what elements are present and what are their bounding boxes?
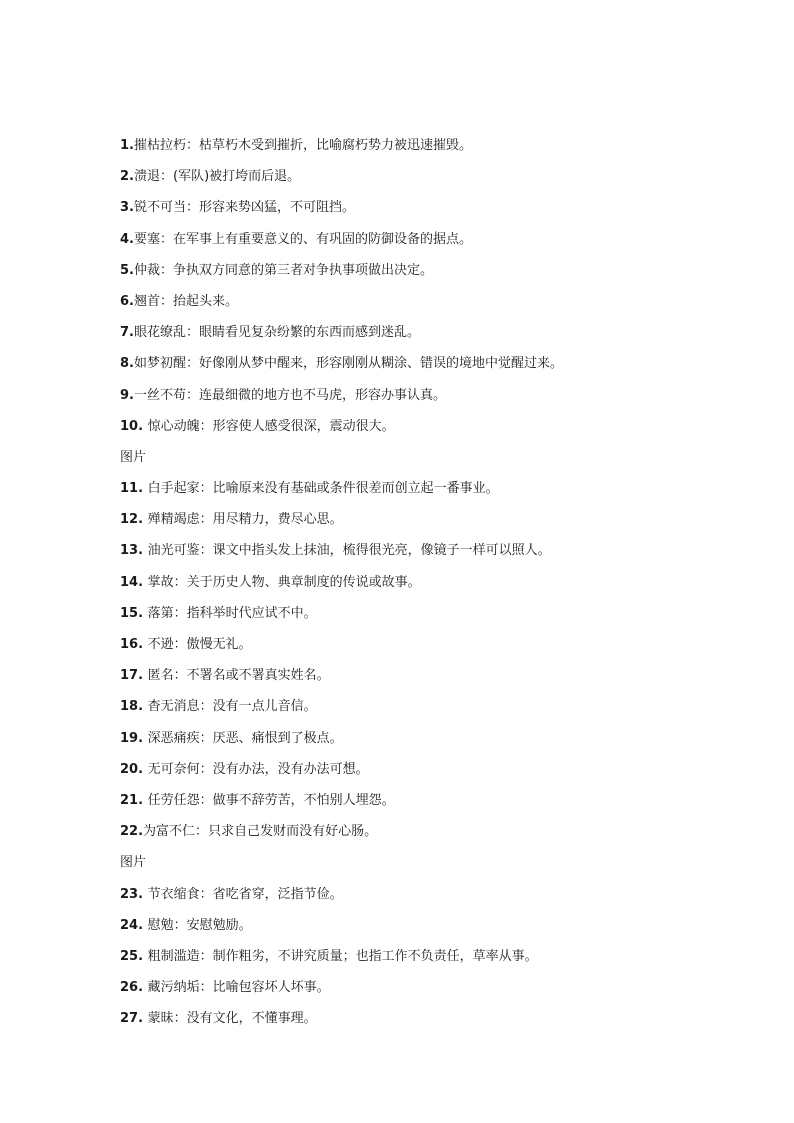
entry-term: 掌故 bbox=[147, 574, 174, 590]
entry-definition: 争执双方同意的第三者对争执事项做出决定。 bbox=[173, 262, 434, 278]
entry-term: 一丝不苟 bbox=[133, 387, 186, 403]
entry-term: 节衣缩食 bbox=[147, 886, 200, 902]
vocabulary-entry bbox=[120, 598, 734, 629]
entry-separator: ： bbox=[186, 387, 200, 403]
vocabulary-entry bbox=[120, 535, 734, 566]
entry-number: 8. bbox=[120, 356, 134, 372]
entry-term: 粗制滥造 bbox=[147, 948, 200, 964]
entry-separator: ： bbox=[186, 138, 200, 153]
vocabulary-entry bbox=[120, 816, 734, 847]
entry-separator: ： bbox=[199, 948, 213, 964]
entry-separator: ： bbox=[186, 356, 200, 372]
entry-number: 3. bbox=[120, 200, 134, 216]
entry-separator: ： bbox=[199, 699, 213, 715]
entry-term: 蒙昧 bbox=[147, 1011, 174, 1027]
entry-separator: ： bbox=[160, 169, 174, 185]
vocabulary-entry bbox=[120, 879, 734, 910]
entry-term: 慰勉 bbox=[147, 917, 174, 933]
entry-term: 殚精竭虑 bbox=[147, 512, 200, 528]
entry-number: 23. bbox=[120, 886, 148, 902]
entry-term: 仲裁 bbox=[133, 262, 160, 278]
entry-definition: 只求自己发财而没有好心肠。 bbox=[208, 824, 378, 840]
entry-term: 锐不可当 bbox=[133, 200, 186, 216]
entry-term: 要塞 bbox=[133, 231, 160, 247]
entry-number: 26. bbox=[120, 980, 148, 996]
entry-definition: 安慰勉励。 bbox=[186, 917, 252, 933]
entry-number: 9. bbox=[120, 387, 134, 403]
entry-separator: ： bbox=[173, 637, 187, 652]
vocabulary-entry bbox=[120, 255, 734, 286]
entry-separator: ： bbox=[186, 325, 200, 341]
vocabulary-entry bbox=[120, 473, 734, 504]
entry-definition: (军队)被打垮而后退。 bbox=[173, 169, 301, 185]
entry-separator: ： bbox=[199, 543, 213, 559]
entry-definition: 在军事上有重要意义的、有巩固的防御设备的据点。 bbox=[173, 231, 473, 247]
entry-number: 4. bbox=[120, 231, 134, 247]
vocabulary-entry bbox=[120, 380, 734, 411]
vocabulary-entry bbox=[120, 504, 734, 535]
entry-number: 21. bbox=[120, 792, 148, 808]
entry-definition: 比喻包容坏人坏事。 bbox=[212, 980, 330, 996]
entry-definition: 用尽精力，费尽心思。 bbox=[212, 512, 343, 528]
vocabulary-entry bbox=[120, 130, 734, 161]
entry-definition: 形容使人感受很深，震动很大。 bbox=[212, 418, 395, 434]
entry-separator: ： bbox=[173, 917, 187, 933]
entry-number: 27. bbox=[120, 1011, 148, 1027]
entry-term: 任劳任怨 bbox=[147, 792, 200, 808]
entry-number: 12. bbox=[120, 512, 148, 528]
entry-separator: ： bbox=[173, 668, 187, 684]
entry-definition: 做事不辞劳苦，不怕别人埋怨。 bbox=[212, 792, 395, 808]
vocabulary-entry bbox=[120, 754, 734, 785]
entry-definition: 形容来势凶猛，不可阻挡。 bbox=[199, 200, 356, 216]
entry-definition: 傲慢无礼。 bbox=[186, 637, 252, 652]
vocabulary-entry bbox=[120, 1003, 734, 1034]
vocabulary-entry bbox=[120, 286, 734, 317]
vocabulary-entry bbox=[120, 629, 734, 660]
entry-term: 摧枯拉朽 bbox=[133, 138, 186, 153]
entry-definition: 眼睛看见复杂纷繁的东西而感到迷乱。 bbox=[199, 325, 421, 341]
entry-separator: ： bbox=[160, 293, 174, 309]
entry-definition: 指科举时代应试不中。 bbox=[186, 605, 317, 621]
entry-number: 22. bbox=[120, 824, 144, 840]
entry-term: 翘首 bbox=[133, 293, 160, 309]
entry-definition: 关于历史人物、典章制度的传说或故事。 bbox=[186, 574, 421, 590]
entry-number: 5. bbox=[120, 262, 134, 278]
entry-term: 藏污纳垢 bbox=[147, 980, 200, 996]
entry-definition: 没有一点儿音信。 bbox=[212, 699, 317, 715]
entry-number: 15. bbox=[120, 605, 148, 621]
entry-number: 13. bbox=[120, 543, 148, 559]
entry-definition: 比喻原来没有基础或条件很差而创立起一番事业。 bbox=[212, 481, 499, 497]
entry-number: 24. bbox=[120, 917, 148, 933]
entry-separator: ： bbox=[199, 792, 213, 808]
entry-definition: 枯草朽木受到摧折，比喻腐朽势力被迅速摧毁。 bbox=[199, 138, 473, 153]
entry-separator: ： bbox=[173, 1011, 187, 1027]
entry-separator: ： bbox=[199, 730, 213, 746]
entry-term: 白手起家 bbox=[147, 481, 200, 497]
entry-number: 25. bbox=[120, 948, 148, 964]
vocabulary-entry bbox=[120, 224, 734, 255]
entry-definition: 没有文化，不懂事理。 bbox=[186, 1011, 317, 1027]
entry-term: 匿名 bbox=[147, 668, 174, 684]
image-placeholder-label: 图片 bbox=[120, 449, 147, 465]
entry-number: 16. bbox=[120, 637, 148, 652]
entry-number: 17. bbox=[120, 668, 148, 684]
entry-separator: ： bbox=[199, 418, 213, 434]
entry-definition: 没有办法，没有办法可想。 bbox=[212, 761, 369, 777]
entry-number: 19. bbox=[120, 730, 148, 746]
entry-definition: 不署名或不署真实姓名。 bbox=[186, 668, 330, 684]
vocabulary-entry bbox=[120, 411, 734, 442]
vocabulary-entry bbox=[120, 723, 734, 754]
entry-number: 14. bbox=[120, 574, 148, 590]
entry-number: 2. bbox=[120, 169, 134, 185]
entry-separator: ： bbox=[173, 574, 187, 590]
entry-definition: 课文中指头发上抹油，梳得很光亮，像镜子一样可以照人。 bbox=[212, 543, 551, 559]
entry-term: 惊心动魄 bbox=[147, 418, 200, 434]
entry-term: 油光可鉴 bbox=[147, 543, 200, 559]
entry-term: 如梦初醒 bbox=[133, 356, 186, 372]
entry-separator: ： bbox=[195, 824, 209, 840]
entry-definition: 省吃省穿，泛指节俭。 bbox=[212, 886, 343, 902]
entry-definition: 连最细微的地方也不马虎，形容办事认真。 bbox=[199, 387, 447, 403]
vocabulary-entry bbox=[120, 317, 734, 348]
entry-separator: ： bbox=[199, 512, 213, 528]
entry-definition: 制作粗劣，不讲究质量；也指工作不负责任，草率从事。 bbox=[212, 948, 538, 964]
vocabulary-entry bbox=[120, 910, 734, 941]
entry-number: 11. bbox=[120, 481, 148, 497]
entry-term: 溃退 bbox=[133, 169, 160, 185]
entry-term: 眼花缭乱 bbox=[133, 325, 186, 341]
entry-definition: 好像刚从梦中醒来，形容刚刚从糊涂、错误的境地中觉醒过来。 bbox=[199, 356, 564, 372]
entry-separator: ： bbox=[160, 262, 174, 278]
entry-separator: ： bbox=[186, 200, 200, 216]
entry-definition: 抬起头来。 bbox=[173, 293, 239, 309]
vocabulary-entry bbox=[120, 972, 734, 1003]
vocabulary-entry bbox=[120, 785, 734, 816]
vocabulary-list bbox=[120, 130, 734, 1034]
vocabulary-entry bbox=[120, 691, 734, 722]
image-placeholder-label: 图片 bbox=[120, 855, 147, 871]
entry-term: 不逊 bbox=[147, 637, 174, 652]
entry-separator: ： bbox=[160, 231, 174, 247]
entry-separator: ： bbox=[199, 980, 213, 996]
vocabulary-entry bbox=[120, 161, 734, 192]
vocabulary-entry bbox=[120, 192, 734, 223]
entry-separator: ： bbox=[173, 605, 187, 621]
entry-term: 落第 bbox=[147, 605, 174, 621]
entry-term: 无可奈何 bbox=[147, 761, 200, 777]
entry-number: 18. bbox=[120, 699, 148, 715]
vocabulary-entry bbox=[120, 567, 734, 598]
entry-separator: ： bbox=[199, 886, 213, 902]
entry-number: 7. bbox=[120, 325, 134, 341]
vocabulary-entry bbox=[120, 660, 734, 691]
entry-term: 为富不仁 bbox=[143, 824, 196, 840]
entry-number: 1. bbox=[120, 138, 134, 153]
vocabulary-entry bbox=[120, 941, 734, 972]
entry-number: 6. bbox=[120, 293, 134, 309]
entry-definition: 厌恶、痛恨到了极点。 bbox=[212, 730, 343, 746]
vocabulary-entry bbox=[120, 348, 734, 379]
entry-separator: ： bbox=[199, 481, 213, 497]
entry-number: 10. bbox=[120, 418, 148, 434]
entry-term: 杳无消息 bbox=[147, 699, 200, 715]
entry-separator: ： bbox=[199, 761, 213, 777]
entry-number: 20. bbox=[120, 761, 148, 777]
entry-term: 深恶痛疾 bbox=[147, 730, 200, 746]
